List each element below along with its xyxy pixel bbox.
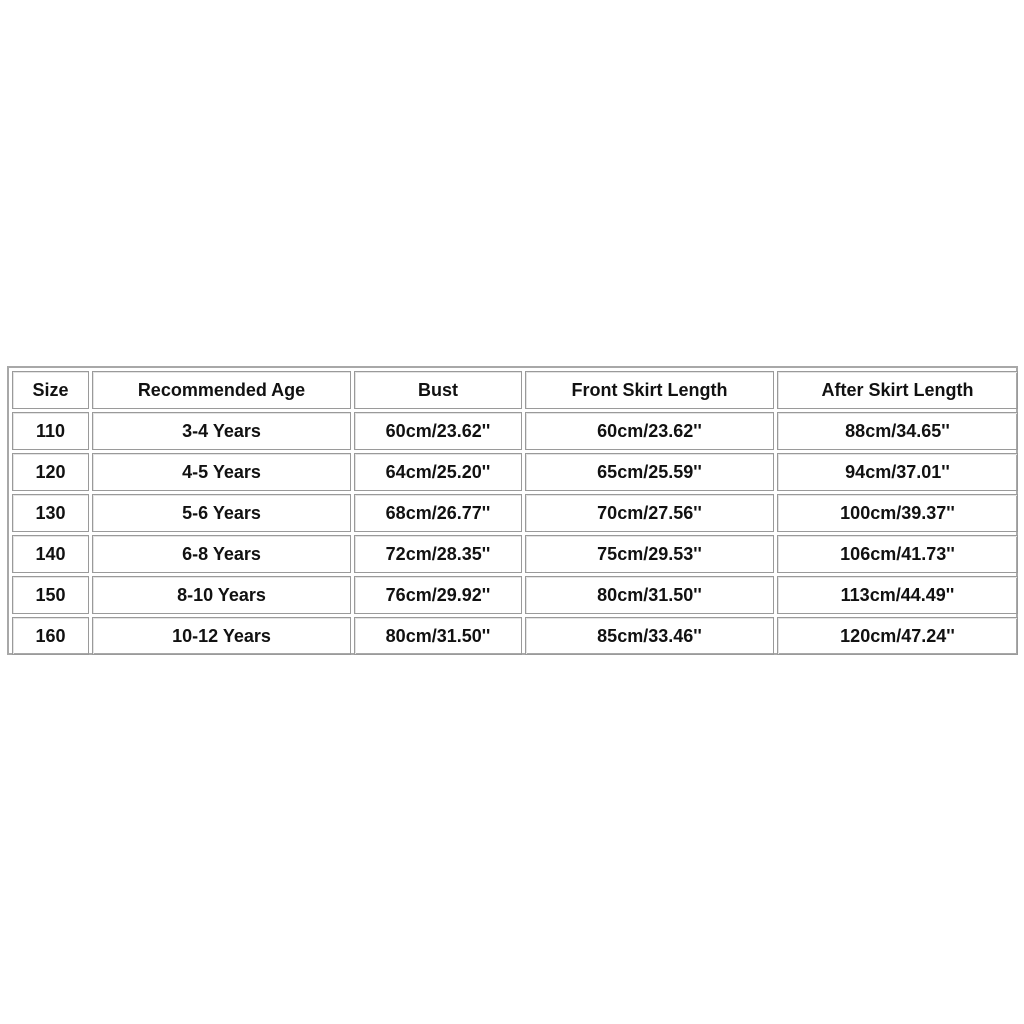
cell-bust: 64cm/25.20'' bbox=[354, 453, 522, 491]
cell-front-skirt-length: 75cm/29.53'' bbox=[525, 535, 774, 573]
cell-front-skirt-length: 85cm/33.46'' bbox=[525, 617, 774, 655]
table-row bbox=[12, 453, 1018, 491]
table-row bbox=[12, 535, 1018, 573]
table-header-row bbox=[12, 371, 1018, 409]
cell-after-skirt-length: 106cm/41.73'' bbox=[777, 535, 1018, 573]
table-row bbox=[12, 617, 1018, 655]
cell-front-skirt-length: 60cm/23.62'' bbox=[525, 412, 774, 450]
cell-after-skirt-length: 113cm/44.49'' bbox=[777, 576, 1018, 614]
cell-bust: 76cm/29.92'' bbox=[354, 576, 522, 614]
header-after-skirt-length: After Skirt Length bbox=[777, 371, 1018, 409]
cell-recommended-age: 4-5 Years bbox=[92, 453, 351, 491]
cell-recommended-age: 3-4 Years bbox=[92, 412, 351, 450]
size-chart-table bbox=[9, 368, 1021, 658]
cell-size: 130 bbox=[12, 494, 89, 532]
cell-front-skirt-length: 70cm/27.56'' bbox=[525, 494, 774, 532]
header-front-skirt-length: Front Skirt Length bbox=[525, 371, 774, 409]
cell-size: 110 bbox=[12, 412, 89, 450]
size-chart bbox=[7, 366, 1018, 655]
cell-size: 150 bbox=[12, 576, 89, 614]
header-size: Size bbox=[12, 371, 89, 409]
cell-front-skirt-length: 65cm/25.59'' bbox=[525, 453, 774, 491]
cell-bust: 60cm/23.62'' bbox=[354, 412, 522, 450]
header-bust: Bust bbox=[354, 371, 522, 409]
cell-size: 140 bbox=[12, 535, 89, 573]
cell-size: 120 bbox=[12, 453, 89, 491]
cell-after-skirt-length: 88cm/34.65'' bbox=[777, 412, 1018, 450]
header-recommended-age: Recommended Age bbox=[92, 371, 351, 409]
table-row bbox=[12, 576, 1018, 614]
cell-front-skirt-length: 80cm/31.50'' bbox=[525, 576, 774, 614]
cell-recommended-age: 10-12 Years bbox=[92, 617, 351, 655]
cell-recommended-age: 5-6 Years bbox=[92, 494, 351, 532]
cell-bust: 80cm/31.50'' bbox=[354, 617, 522, 655]
table-row bbox=[12, 412, 1018, 450]
cell-after-skirt-length: 94cm/37.01'' bbox=[777, 453, 1018, 491]
cell-after-skirt-length: 120cm/47.24'' bbox=[777, 617, 1018, 655]
cell-after-skirt-length: 100cm/39.37'' bbox=[777, 494, 1018, 532]
table-row bbox=[12, 494, 1018, 532]
cell-bust: 72cm/28.35'' bbox=[354, 535, 522, 573]
cell-recommended-age: 8-10 Years bbox=[92, 576, 351, 614]
cell-bust: 68cm/26.77'' bbox=[354, 494, 522, 532]
cell-size: 160 bbox=[12, 617, 89, 655]
cell-recommended-age: 6-8 Years bbox=[92, 535, 351, 573]
